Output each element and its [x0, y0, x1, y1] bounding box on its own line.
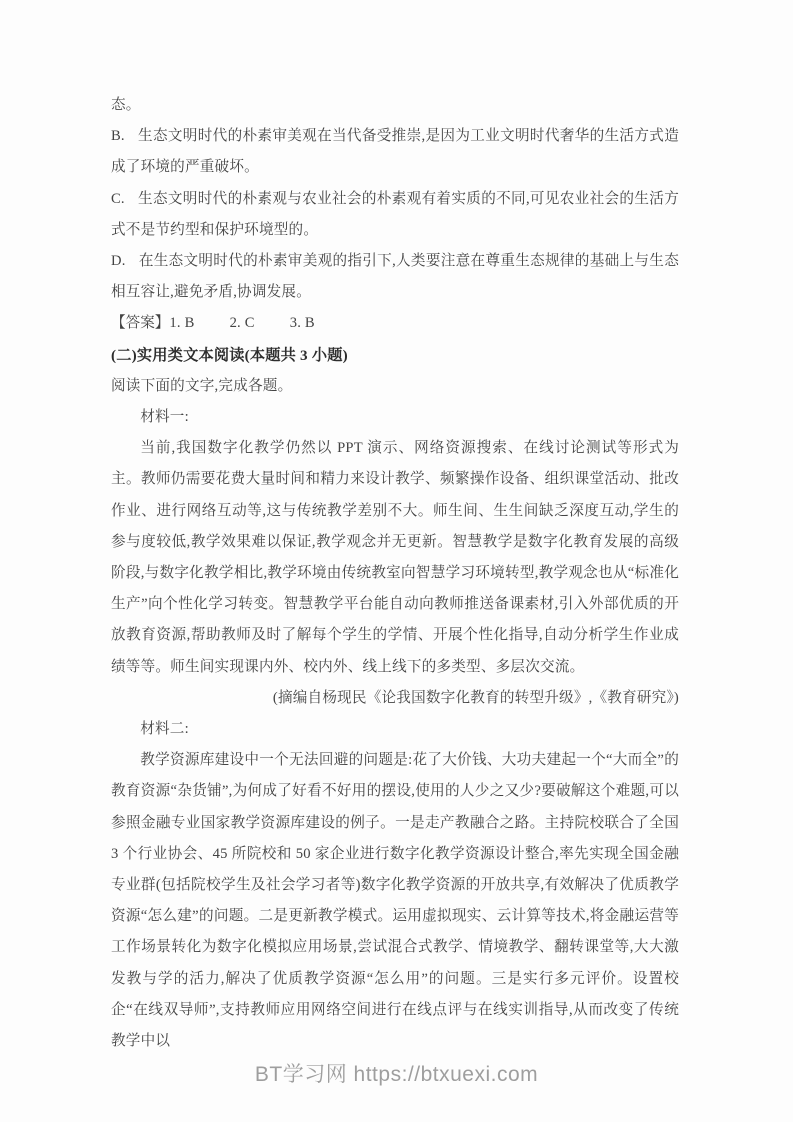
- material-1-attribution: (摘编自杨现民《论我国数字化教育的转型升级》,《教育研究》): [272, 689, 679, 706]
- watermark-text: BT学习网 https://btxuexi.com: [254, 1063, 539, 1086]
- answer-item-1: 1. B: [169, 315, 195, 332]
- option-d: [111, 246, 679, 308]
- option-c-label: C.: [111, 190, 125, 207]
- section-heading: (二)实用类文本阅读(本题共 3 小题): [111, 346, 348, 364]
- answer-prefix: 【答案】: [111, 315, 170, 332]
- material-1-title: 材料一:: [140, 409, 189, 426]
- option-a-continuation: 态。: [111, 97, 141, 113]
- answer-item-2: 2. C: [229, 315, 255, 332]
- option-d-text: 在生态文明时代的朴素审美观的指引下,人类要注意在尊重生态规律的基础上与生态相互容让,避免矛盾,协调发展。: [111, 253, 679, 301]
- answer-item-3: 3. B: [289, 315, 315, 332]
- site-watermark: [0, 1058, 793, 1088]
- option-c: [111, 184, 679, 246]
- document-body: [111, 90, 679, 1057]
- material-2-title: 材料二:: [140, 721, 189, 738]
- option-c-text: 生态文明时代的朴素观与农业社会的朴素观有着实质的不同,可见农业社会的生活方式不是节约型和保护环境型的。: [111, 190, 679, 238]
- option-b-label: B.: [111, 128, 125, 145]
- option-d-label: D.: [111, 253, 126, 270]
- material-2-paragraph: 教学资源库建设中一个无法回避的问题是:花了大价钱、大功夫建起一个“大而全”的教育资源“杂货铺”,为何成了好看不好用的摆设,使用的人少之又少?要破解这个难题,可以参照金融专业国家教学资源库建设的例子。一是走产教融合之路。主持院校联合了全国 3 个行业协会、45 所院校和 50 家企业进行数字化教学资源设计整合,率先实现全国金融专业群(包括院校学生及社会学习者等)数字化教学资源的开放共享,有效解决了优质教学资源“怎么建”的问题。二是更新教学模式。运用虚拟现实、云计算等技术,将金融运营等工作场景转化为数字化模拟应用场景,尝试混合式教学、情境教学、翻转课堂等,大大激发教与学的活力,解决了优质教学资源“怎么用”的问题。三是实行多元评价。设置校企“在线双导师”,支持教师应用网络空间进行在线点评与在线实训指导,从而改变了传统教学中以: [111, 752, 679, 1050]
- option-b: [111, 121, 679, 183]
- option-b-text: 生态文明时代的朴素审美观在当代备受推崇,是因为工业文明时代奢华的生活方式造成了环境的严重破坏。: [111, 128, 679, 176]
- reading-instruction: 阅读下面的文字,完成各题。: [111, 377, 293, 394]
- material-1-paragraph: 当前,我国数字化教学仍然以 PPT 演示、网络资源搜索、在线讨论测试等形式为主。教师仍需要花费大量时间和精力来设计教学、频繁操作设备、组织课堂活动、批改作业、进行网络互动等,这与传统教学差别不大。师生间、生生间缺乏深度互动,学生的参与度较低,教学效果难以保证,教学观念并无更新。智慧教学是数字化教育发展的高级阶段,与数字化教学相比,教学环境由传统教室向智慧学习环境转型,教学观念也从“标准化生产”向个性化学习转变。智慧教学平台能自动向教师推送备课素材,引入外部优质的开放教育资源,帮助教师及时了解每个学生的学情、开展个性化指导,自动分析学生作业成绩等等。师生间实现课内外、校内外、线上线下的多类型、多层次交流。: [111, 440, 679, 675]
- answer-line: [111, 308, 679, 339]
